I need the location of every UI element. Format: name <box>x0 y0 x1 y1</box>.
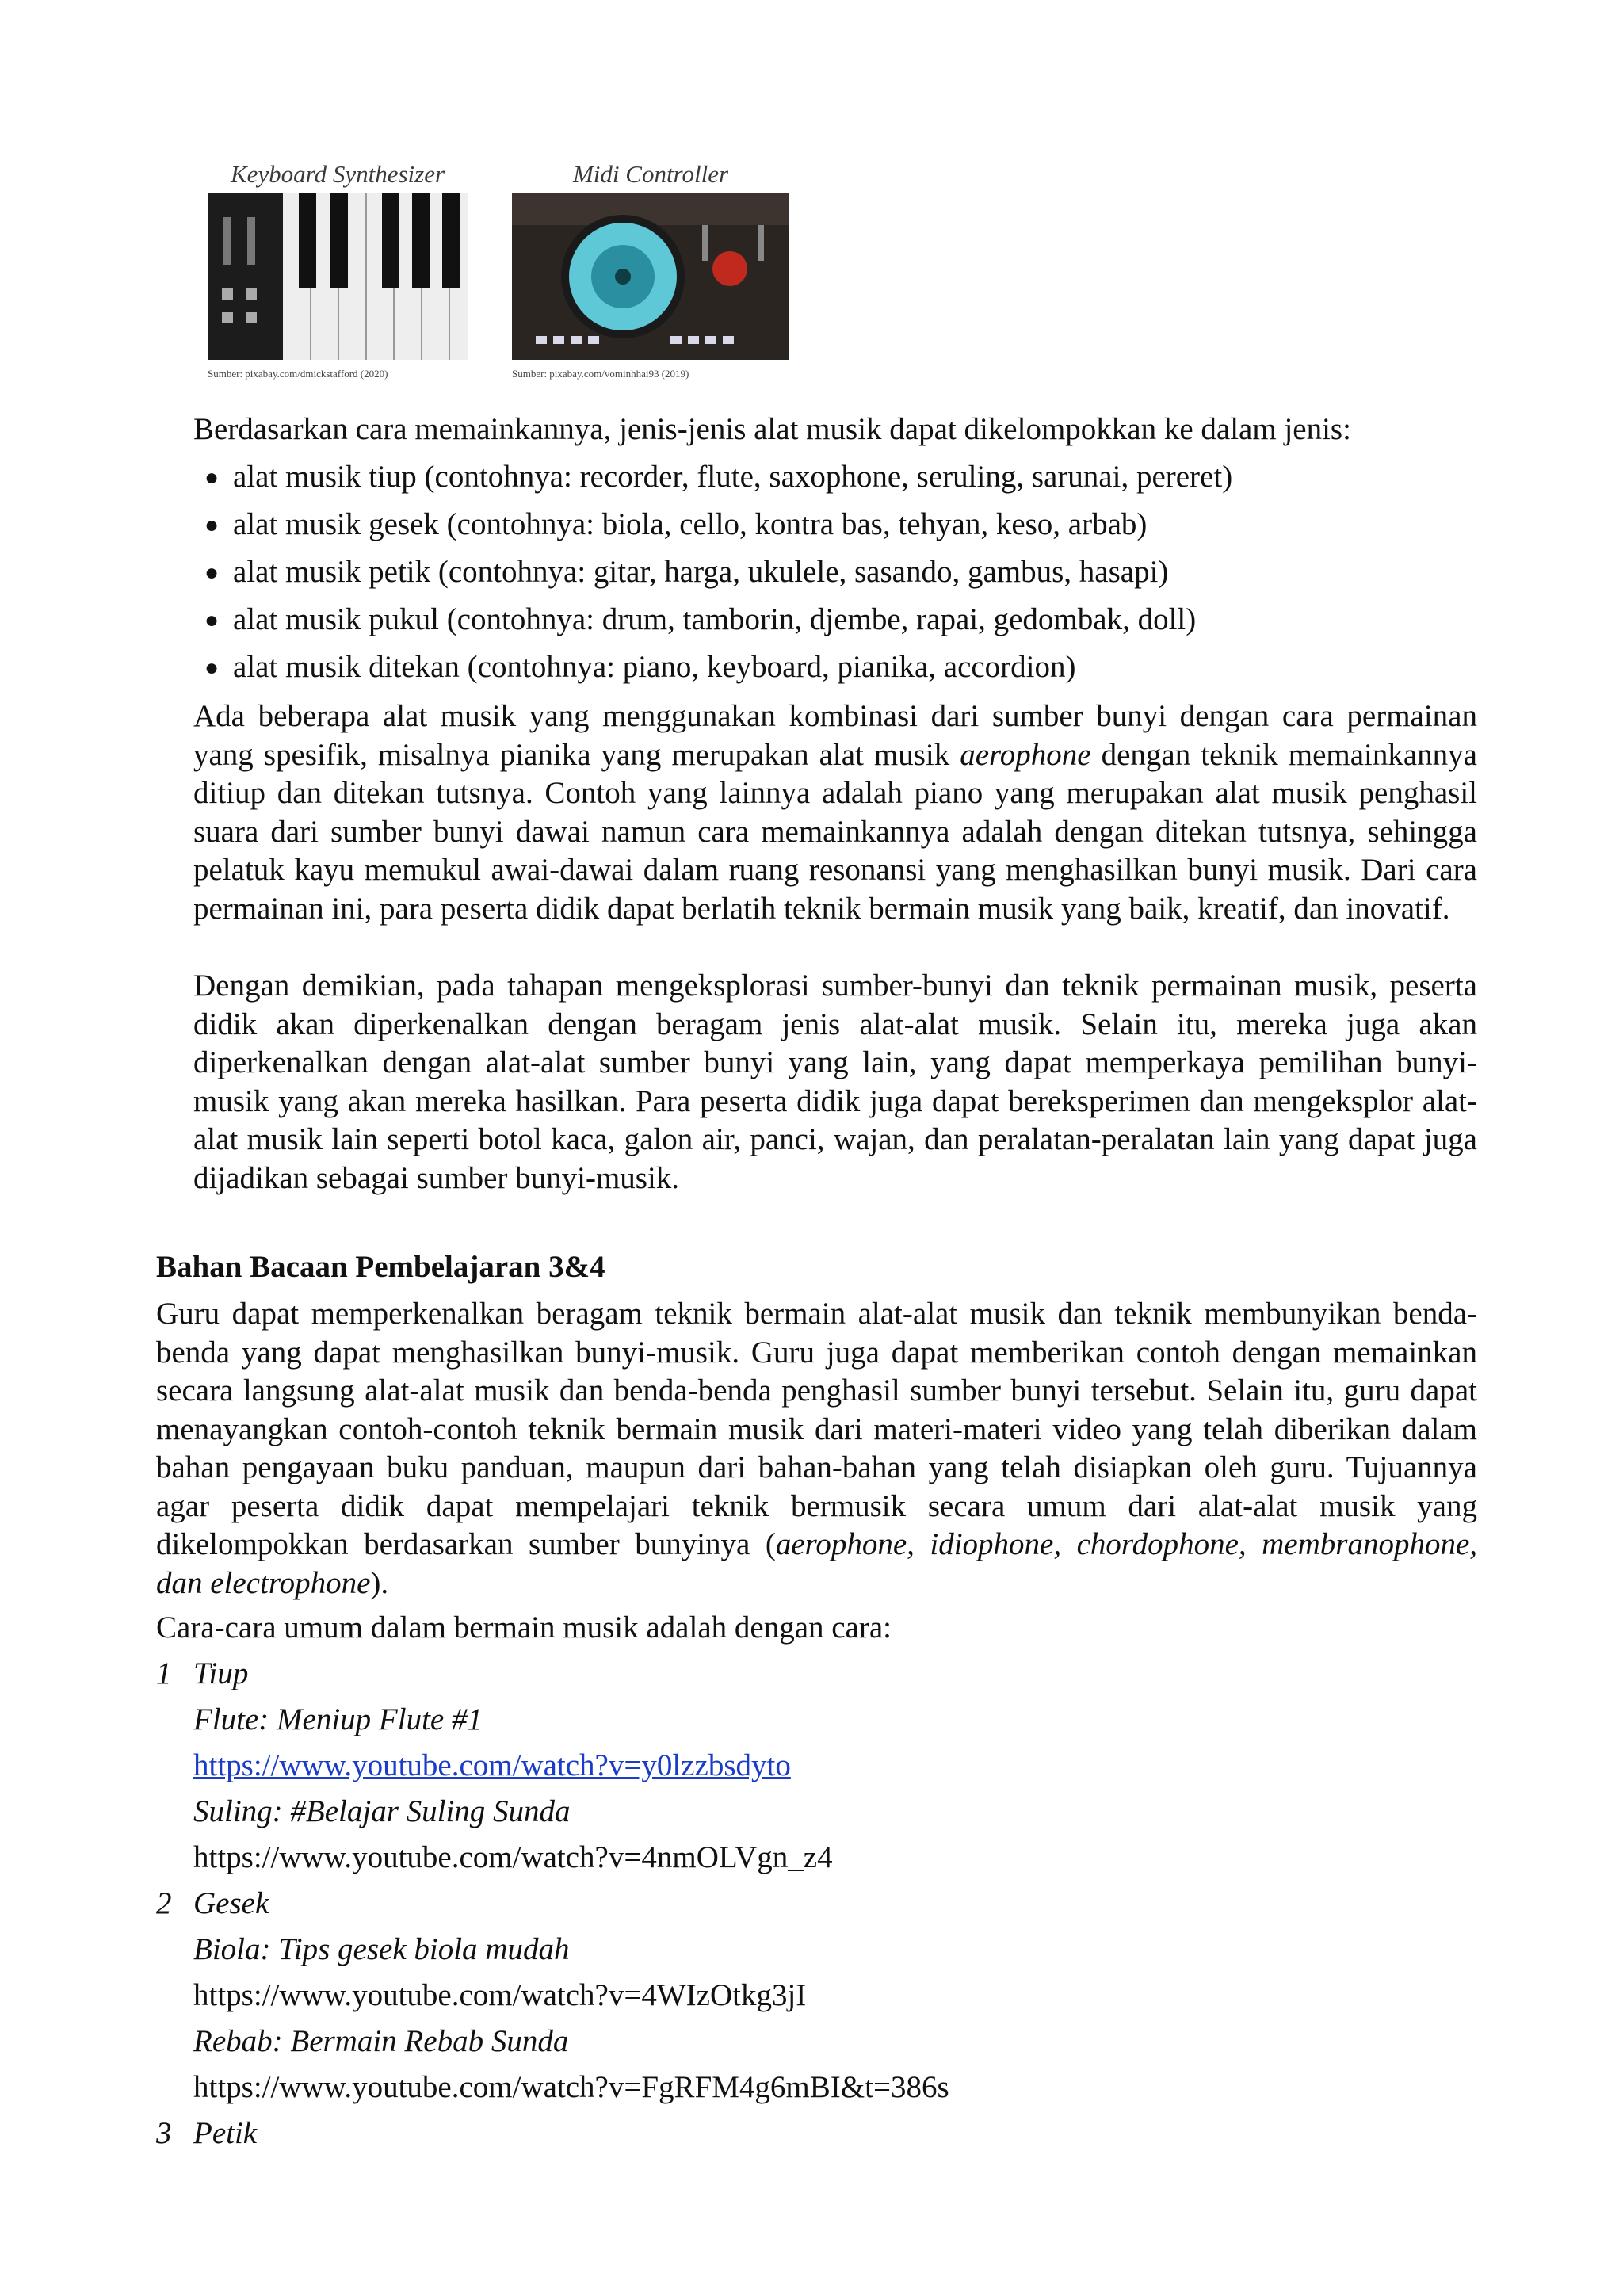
video-url: https://www.youtube.com/watch?v=4WIzOtkg3jI <box>193 1978 807 2012</box>
section-petik: 3 Petik <box>156 2116 258 2150</box>
figure-keyboard-synthesizer <box>208 155 468 380</box>
paragraph-eksplorasi: Dengan demikian, pada tahapan mengeksplorasi sumber-bunyi dan teknik permainan musik, peserta didik akan diperkenalkan dengan beragam jenis alat-alat musik. Selain itu, mereka juga akan diperkenalkan dengan alat-alat sumber bunyi yang lain, yang dapat memperkaya pemilihan bunyi-musik yang akan mereka hasilkan. Para peserta didik juga dapat bereksperimen dan mengeksplor alat-alat musik lain seperti botol kaca, galon air, panci, wajan, dan peralatan-peralatan lain yang dapat juga dijadikan sebagai sumber bunyi-musik. <box>193 968 1477 1195</box>
bullet-icon: ● <box>204 607 220 633</box>
list-item: ● alat musik petik (contohnya: gitar, harga, ukulele, sasando, gambus, hasapi) <box>204 553 1168 592</box>
figure-source: Sumber: pixabay.com/vominhhai93 (2019) <box>512 368 689 380</box>
video-label: Suling: #Belajar Suling Sunda <box>193 1794 571 1828</box>
list-item: ● alat musik tiup (contohnya: recorder, flute, saxophone, seruling, sarunai, pereret) <box>204 458 1232 497</box>
list-item: ● alat musik gesek (contohnya: biola, cello, kontra bas, tehyan, keso, arbab) <box>204 506 1147 544</box>
figures-row <box>208 155 794 393</box>
video-url: https://www.youtube.com/watch?v=4nmOLVgn_z4 <box>193 1840 833 1874</box>
bullet-icon: ● <box>204 560 220 586</box>
section-gesek: 2 Gesek <box>156 1886 269 1920</box>
list-item: ● alat musik ditekan (contohnya: piano, keyboard, pianika, accordion) <box>204 648 1076 687</box>
section-heading: Bahan Bacaan Pembelajaran 3&4 <box>156 1250 605 1284</box>
video-link[interactable]: https://www.youtube.com/watch?v=y0lzzbsdyto <box>193 1748 791 1782</box>
video-label: Biola: Tips gesek biola mudah <box>193 1932 570 1966</box>
bullet-icon: ● <box>204 464 220 491</box>
video-label: Flute: Meniup Flute #1 <box>193 1702 483 1736</box>
list-item: ● alat musik pukul (contohnya: drum, tamborin, djembe, rapai, gedombak, doll) <box>204 601 1196 640</box>
intro-text: Berdasarkan cara memainkannya, jenis-jenis alat musik dapat dikelompokkan ke dalam jenis: <box>193 412 1351 446</box>
bullet-icon: ● <box>204 512 220 538</box>
paragraph-pianika: Ada beberapa alat musik yang menggunakan kombinasi dari sumber bunyi dengan cara permainan yang spesifik, misalnya pianika yang merupakan alat musik aerophone dengan teknik memainkannya ditiup dan ditekan tutsnya. Contoh yang lainnya adalah piano yang merupakan alat musik penghasil suara dari sumber bunyi dawai namun cara memainkannya adalah dengan ditekan tutsnya, sehingga pelatuk kayu memukul awai-dawai dalam ruang resonansi yang menghasilkan bunyi musik. Dari cara permainan ini, para peserta didik dapat berlatih teknik bermain musik yang baik, kreatif, dan inovatif. <box>193 699 1477 926</box>
figure-title: Midi Controller <box>572 160 729 188</box>
section-tiup: 1 Tiup <box>156 1656 249 1690</box>
list-intro: Cara-cara umum dalam bermain musik adalah dengan cara: <box>156 1610 892 1645</box>
figure-midi-controller <box>512 155 789 380</box>
figure-source: Sumber: pixabay.com/dmickstafford (2020) <box>208 368 388 380</box>
midi-controller-photo <box>512 193 789 360</box>
video-url: https://www.youtube.com/watch?v=FgRFM4g6mBI&t=386s <box>193 2070 949 2104</box>
video-label: Rebab: Bermain Rebab Sunda <box>193 2024 569 2058</box>
bullet-icon: ● <box>204 655 220 681</box>
paragraph-guru: Guru dapat memperkenalkan beragam teknik bermain alat-alat musik dan teknik membunyikan benda-benda yang dapat menghasilkan bunyi-musik. Guru juga dapat memberikan contoh dengan memainkan secara langsung alat-alat musik dan benda-benda penghasil sumber bunyi tersebut. Selain itu, guru dapat menayangkan contoh-contoh teknik bermain musik dari materi-materi video yang telah diberikan dalam bahan pengayaan buku panduan, maupun dari bahan-bahan yang telah disiapkan oleh guru. Tujuannya agar peserta didik dapat mempelajari teknik bermusik secara umum dari alat-alat musik yang dikelompokkan berdasarkan sumber bunyinya (aerophone, idiophone, chordophone, membranophone, dan electrophone). <box>156 1297 1477 1600</box>
keyboard-synthesizer-photo <box>208 193 468 360</box>
figure-title: Keyboard Synthesizer <box>230 160 445 188</box>
